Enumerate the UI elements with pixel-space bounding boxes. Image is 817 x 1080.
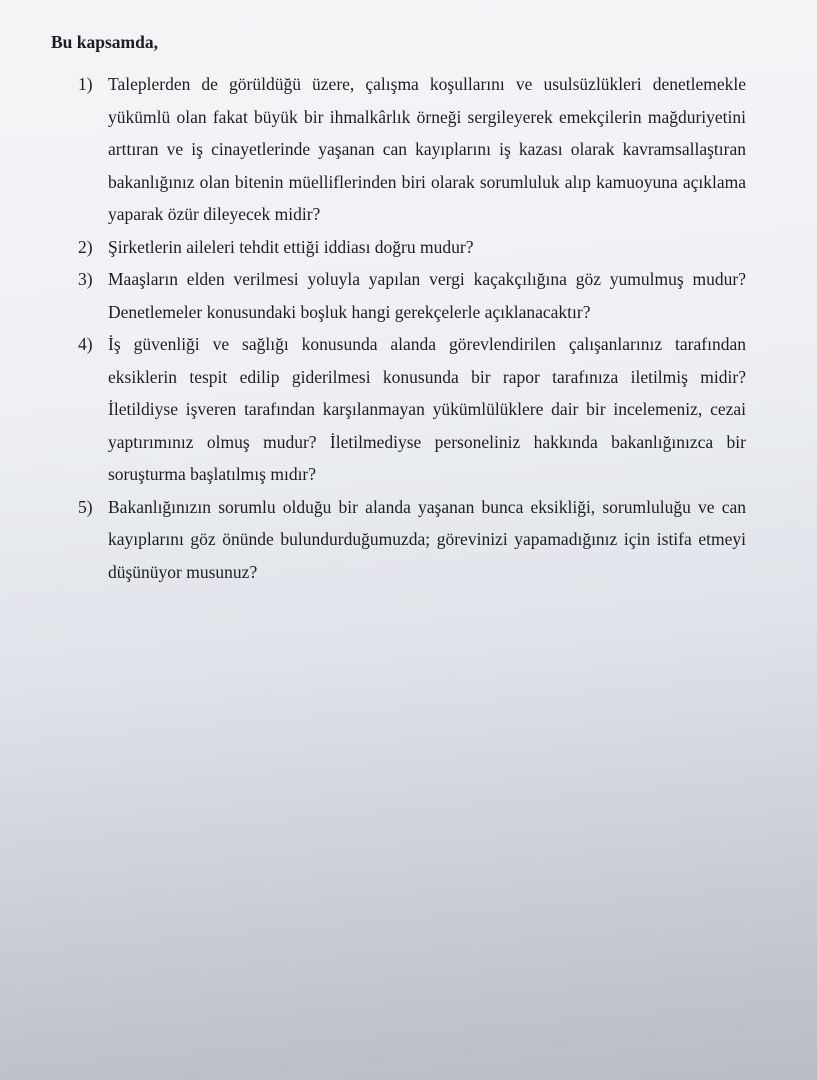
question-text: Maaşların elden verilmesi yoluyla yapılan vergi kaçakçılığına göz yumulmuş mudur? Denetlemeler konusundaki boşluk hangi gerekçelerle açıklanacaktır? [108,269,746,322]
question-number: 4) [78,334,93,354]
question-text: İş güvenliği ve sağlığı konusunda alanda görevlendirilen çalışanlarınız tarafından eksiklerin tespit edilip giderilmesi konusunda bir rapor tarafınıza iletilmiş midir? İletildiyse işveren tarafından karşılanmayan yükümlülüklere dair bir incelemeniz, cezai yaptırımınız olmuş mudur? İletilmediyse personeliniz hakkında bakanlığınızca bir soruşturma başlatılmış mıdır? [108,334,746,484]
question-item-4 [78,328,746,491]
question-number: 1) [78,74,93,94]
question-number: 5) [78,496,93,517]
question-number: 3) [78,269,93,289]
question-number: 2) [78,236,93,257]
question-item-3 [78,263,746,328]
question-item-2 [78,231,746,264]
question-item-5 [78,491,746,589]
question-text: Taleplerden de görüldüğü üzere, çalışma koşullarını ve usulsüzlükleri denetlemekle yükümlü olan fakat büyük bir ihmalkârlık örneği sergileyerek emekçilerin mağduriyetini arttıran ve iş cinayetlerinde yaşanan can kayıplarını iş kazası olarak kavramsallaştıran bakanlığınız olan bitenin müelliflerinden biri olarak sorumluluk alıp kamuoyuna açıklama yaparak özür dileyecek midir? [108,74,746,224]
question-list [78,68,746,588]
question-text: Bakanlığınızın sorumlu olduğu bir alanda yaşanan bunca eksikliği, sorumluluğu ve can kayıplarını göz önünde bulundurduğumuzda; görevinizi yapamadığınız için istifa etmeyi düşünüyor musunuz? [108,496,746,582]
question-item-1 [78,68,746,231]
document-heading: Bu kapsamda, [51,32,158,52]
question-text: Şirketlerin aileleri tehdit ettiği iddiası doğru mudur? [108,236,474,257]
